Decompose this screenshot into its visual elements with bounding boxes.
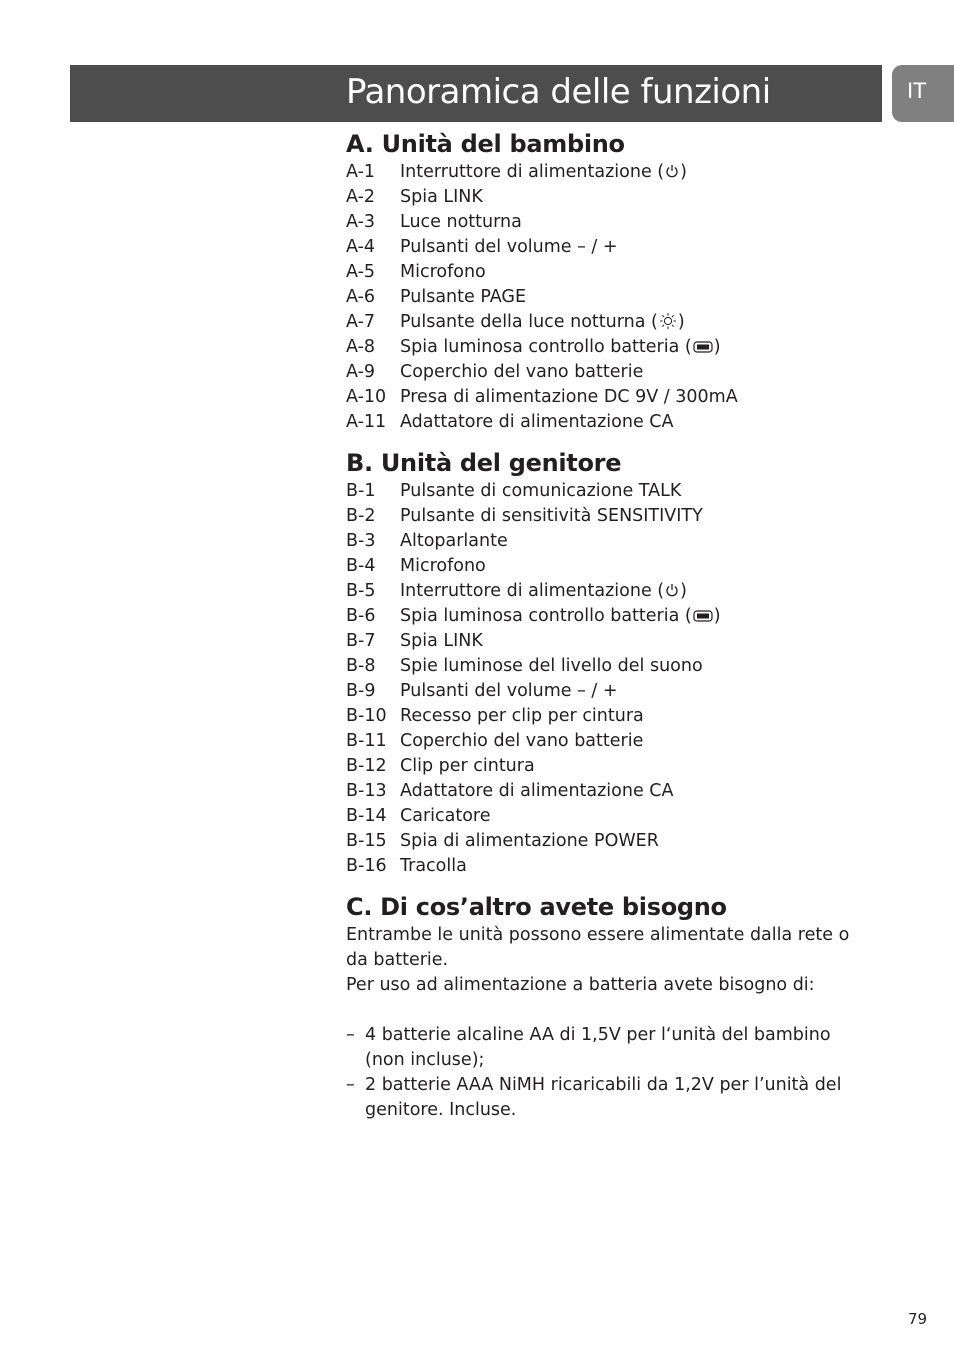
item-label-wrapper (400, 604, 721, 631)
list-item (346, 210, 866, 235)
item-label-wrapper (400, 235, 618, 260)
list-item (346, 529, 866, 554)
item-label-wrapper (400, 804, 491, 829)
item-label: Spia di alimentazione POWER (400, 831, 659, 851)
item-label-wrapper (400, 160, 687, 187)
item-code: A-3 (346, 212, 376, 232)
section-b-heading: B. Unità del genitore (346, 449, 622, 477)
item-label-wrapper (400, 754, 535, 779)
list-item (346, 185, 866, 210)
item-label: Presa di alimentazione DC 9V / 300mA (400, 387, 738, 407)
item-code: B-16 (346, 856, 387, 876)
item-label: Microfono (400, 556, 486, 576)
bullet-item (346, 1023, 866, 1073)
item-label-wrapper (400, 529, 508, 554)
item-label: Coperchio del vano batterie (400, 362, 644, 382)
list-item (346, 479, 866, 504)
item-label-suffix: ) (713, 337, 721, 357)
item-label-wrapper (400, 704, 644, 729)
item-label-wrapper (400, 554, 486, 579)
item-label: Pulsanti del volume – / + (400, 237, 618, 257)
item-label: Spie luminose del livello del suono (400, 656, 703, 676)
item-label-wrapper (400, 579, 687, 606)
item-label-suffix: ) (713, 606, 721, 626)
battery-icon (693, 606, 713, 631)
list-item (346, 335, 866, 360)
section-c-paragraph-2: Per uso ad alimentazione a batteria avete bisogno di: (346, 975, 815, 995)
item-label-wrapper (400, 504, 703, 529)
item-label-wrapper (400, 479, 681, 504)
language-tab (892, 65, 954, 122)
item-label-wrapper (400, 629, 483, 654)
item-label-wrapper (400, 854, 467, 879)
list-item (346, 854, 866, 879)
item-label: Recesso per clip per cintura (400, 706, 644, 726)
item-label-suffix: ) (680, 162, 687, 182)
item-code: A-2 (346, 187, 376, 207)
item-code: A-5 (346, 262, 376, 282)
list-item (346, 754, 866, 779)
bullet-text: 2 batterie AAA NiMH ricaricabili da 1,2V per l’unità del genitore. Incluse. (365, 1075, 842, 1120)
section-c-paragraph-1: Entrambe le unità possono essere alimentate dalla rete o da batterie. (346, 925, 850, 970)
battery-icon (693, 337, 713, 362)
item-label: Caricatore (400, 806, 491, 826)
power-icon (665, 581, 679, 606)
item-code: B-4 (346, 556, 376, 576)
item-code: B-12 (346, 756, 387, 776)
item-code: B-9 (346, 681, 376, 701)
item-label-wrapper (400, 185, 483, 210)
item-code: A-1 (346, 162, 376, 182)
list-item (346, 385, 866, 410)
item-label: Adattatore di alimentazione CA (400, 412, 674, 432)
item-label: Microfono (400, 262, 486, 282)
section-c-heading: C. Di cos’altro avete bisogno (346, 893, 727, 921)
page-title: Panoramica delle funzioni (346, 72, 771, 112)
dash-marker: – (346, 1075, 355, 1095)
item-code: B-11 (346, 731, 387, 751)
item-label: Spia LINK (400, 187, 483, 207)
item-label: Luce notturna (400, 212, 522, 232)
item-label-wrapper (400, 654, 703, 679)
content (346, 128, 866, 1123)
list-item (346, 310, 866, 335)
list-item (346, 604, 866, 629)
item-code: B-2 (346, 506, 376, 526)
item-label: Coperchio del vano batterie (400, 731, 644, 751)
item-label-wrapper (400, 729, 643, 754)
item-code: B-1 (346, 481, 376, 501)
list-item (346, 779, 866, 804)
item-code: B-13 (346, 781, 387, 801)
item-label-suffix: ) (677, 312, 685, 332)
list-item (346, 504, 866, 529)
bullet-item (346, 1073, 866, 1123)
item-label: Spia luminosa controllo batteria ( (400, 606, 692, 626)
item-label: Clip per cintura (400, 756, 535, 776)
list-item (346, 160, 866, 185)
item-code: B-6 (346, 606, 376, 626)
item-code: A-10 (346, 387, 387, 407)
list-item (346, 554, 866, 579)
list-item (346, 360, 866, 385)
list-item (346, 629, 866, 654)
item-label: Pulsante di comunicazione TALK (400, 481, 682, 501)
item-label-wrapper (400, 335, 721, 362)
item-label: Pulsanti del volume – / + (400, 681, 618, 701)
item-label-suffix: ) (680, 581, 687, 601)
item-label: Interruttore di alimentazione ( (400, 162, 665, 182)
item-label: Tracolla (400, 856, 467, 876)
item-label: Pulsante della luce notturna ( (400, 312, 658, 332)
item-label-wrapper (400, 210, 522, 235)
title-bar (70, 65, 882, 122)
section-b-list (346, 479, 866, 879)
item-label: Altoparlante (400, 531, 508, 551)
item-label: Spia luminosa controllo batteria ( (400, 337, 692, 357)
list-item (346, 804, 866, 829)
item-label-wrapper (400, 385, 738, 410)
list-item (346, 829, 866, 854)
item-code: A-11 (346, 412, 387, 432)
language-tab-label: IT (907, 79, 927, 103)
list-item (346, 285, 866, 310)
dash-marker: – (346, 1025, 355, 1045)
section-a-heading: A. Unità del bambino (346, 130, 625, 158)
list-item (346, 729, 866, 754)
item-label-wrapper (400, 260, 486, 285)
list-item (346, 260, 866, 285)
list-item (346, 679, 866, 704)
list-item (346, 579, 866, 604)
list-item (346, 235, 866, 260)
item-code: A-9 (346, 362, 376, 382)
item-code: B-7 (346, 631, 376, 651)
item-label-wrapper (400, 310, 685, 337)
item-code: B-15 (346, 831, 387, 851)
list-item (346, 410, 866, 435)
item-label-wrapper (400, 410, 674, 435)
page-number: 79 (908, 1310, 928, 1328)
item-label-wrapper (400, 829, 659, 854)
item-label-wrapper (400, 779, 674, 804)
nightlight-icon (659, 312, 677, 337)
item-code: B-5 (346, 581, 376, 601)
item-code: B-10 (346, 706, 387, 726)
section-c-bullets (346, 1023, 866, 1123)
list-item (346, 654, 866, 679)
item-code: B-3 (346, 531, 376, 551)
item-label-wrapper (400, 285, 526, 310)
item-label: Interruttore di alimentazione ( (400, 581, 665, 601)
item-code: A-7 (346, 312, 376, 332)
item-code: A-4 (346, 237, 376, 257)
item-label-wrapper (400, 679, 618, 704)
item-label: Adattatore di alimentazione CA (400, 781, 674, 801)
item-label-wrapper (400, 360, 643, 385)
section-a-list (346, 160, 866, 435)
item-label: Pulsante PAGE (400, 287, 527, 307)
item-label: Pulsante di sensitività SENSITIVITY (400, 506, 703, 526)
power-icon (665, 162, 679, 187)
item-code: A-6 (346, 287, 376, 307)
list-item (346, 704, 866, 729)
item-label: Spia LINK (400, 631, 483, 651)
item-code: A-8 (346, 337, 376, 357)
item-code: B-14 (346, 806, 387, 826)
item-code: B-8 (346, 656, 376, 676)
bullet-text: 4 batterie alcaline AA di 1,5V per l‘unità del bambino (non incluse); (365, 1025, 831, 1070)
